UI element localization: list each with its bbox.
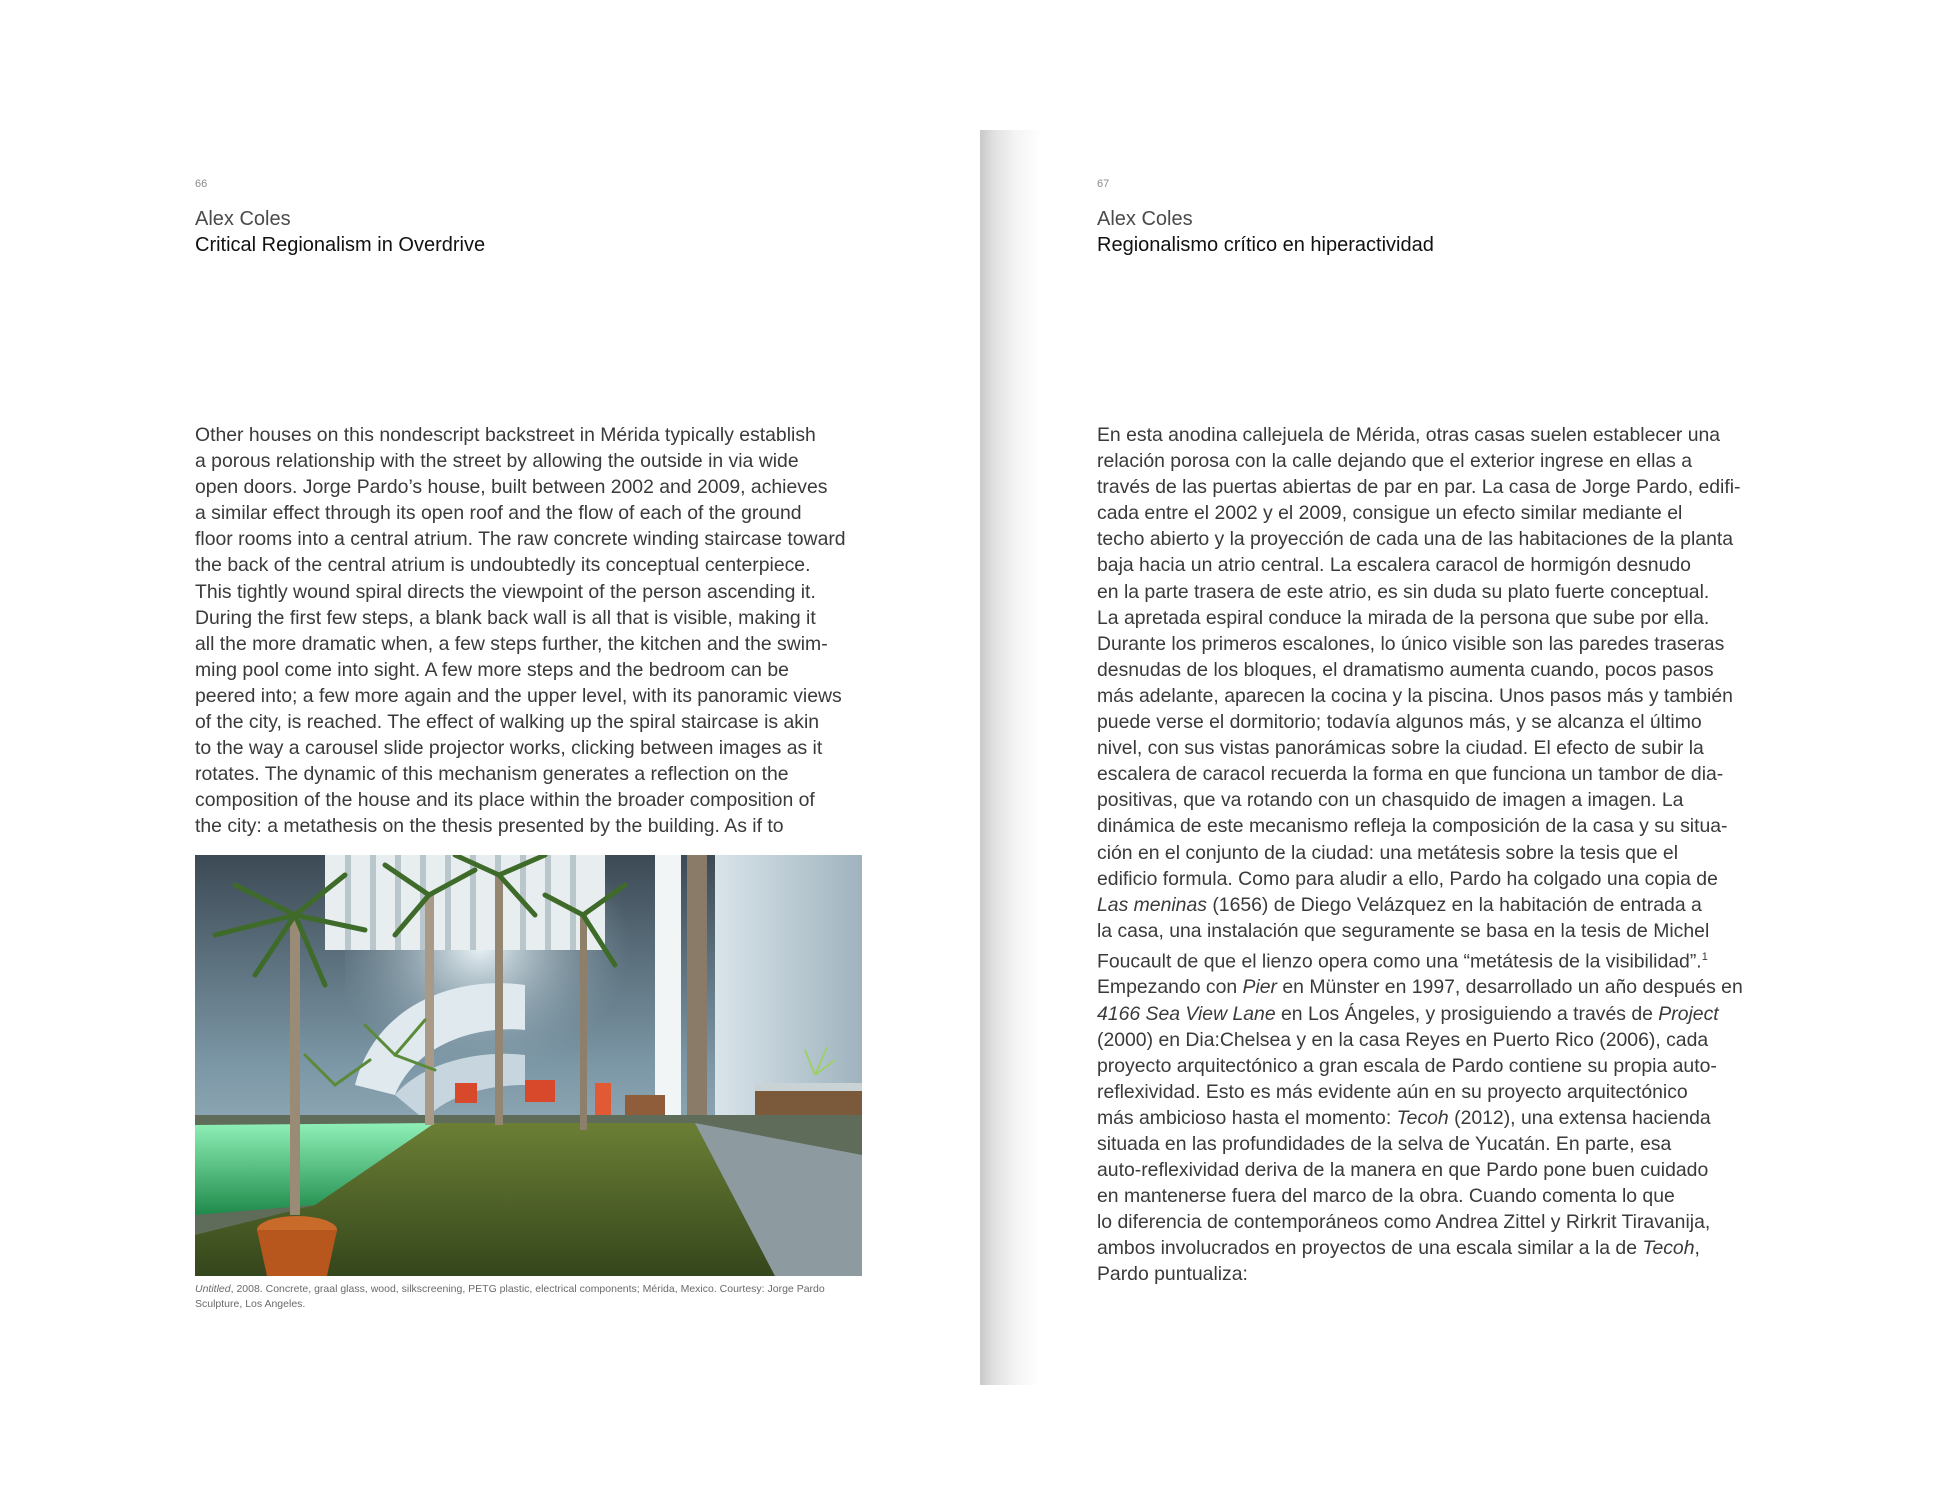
body-line: (2000) en Dia:Chelsea y en la casa Reyes en Puerto Rico (2006), cada xyxy=(1097,1028,1709,1051)
body-line: escalera de caracol recuerda la forma en que funciona un tambor de dia- xyxy=(1097,763,1724,786)
body-line: a similar effect through its open roof and the flow of each of the ground xyxy=(195,502,802,525)
gutter-shadow xyxy=(980,130,1040,1385)
body-line: en mantenerse fuera del marco de la obra. Cuando comenta lo que xyxy=(1097,1185,1675,1208)
body-line: Pardo puntualiza: xyxy=(1097,1263,1248,1286)
right-page xyxy=(980,130,1941,1385)
body-line: all the more dramatic when, a few steps further, the kitchen and the swim- xyxy=(195,632,828,655)
body-line: the back of the central atrium is undoubtedly its conceptual centerpiece. xyxy=(195,554,811,577)
body-line: la casa, una instalación que seguramente se basa en la tesis de Michel xyxy=(1097,919,1710,942)
article-title: Critical Regionalism in Overdrive xyxy=(195,234,486,256)
body-line: Durante los primeros escalones, lo único visible son las paredes traseras xyxy=(1097,632,1725,655)
body-line: floor rooms into a central atrium. The raw concrete winding staircase toward xyxy=(195,528,846,551)
author-name: Alex Coles xyxy=(1097,208,1193,230)
italic-title: Las meninas xyxy=(1097,893,1207,916)
photo-atrium-interior xyxy=(195,855,862,1276)
body-line: positivas, que va rotando con un chasquido de imagen a imagen. La xyxy=(1097,789,1684,812)
body-line: situada en las profundidades de la selva de Yucatán. En parte, esa xyxy=(1097,1133,1672,1155)
caption-details-line2: Sculpture, Los Angeles. xyxy=(195,1298,306,1310)
body-line: rotates. The dynamic of this mechanism generates a reflection on the xyxy=(195,763,789,786)
body-line: puede verse el dormitorio; todavía algunos más, y se alcanza el último xyxy=(1097,711,1702,734)
body-line: open doors. Jorge Pardo’s house, built between 2002 and 2009, achieves xyxy=(195,476,828,499)
body-line: desnudas de los bloques, el dramatismo aumenta cuando, pocos pasos xyxy=(1097,658,1714,681)
body-line: to the way a carousel slide projector works, clicking between images as it xyxy=(195,737,823,760)
italic-title: Pier xyxy=(1242,976,1278,999)
body-line: relación porosa con la calle dejando que el exterior ingrese en ellas a xyxy=(1097,450,1693,473)
caption-artwork-title: Untitled xyxy=(195,1283,231,1295)
italic-title: Tecoh xyxy=(1396,1106,1449,1129)
page-number: 66 xyxy=(195,178,208,190)
body-line: Las meninas (1656) de Diego Velázquez en la habitación de entrada a xyxy=(1097,893,1702,916)
body-line: más adelante, aparecen la cocina y la piscina. Unos pasos más y también xyxy=(1097,684,1733,707)
body-line: En esta anodina callejuela de Mérida, otras casas suelen establecer una xyxy=(1097,424,1721,446)
italic-title: Project xyxy=(1658,1002,1719,1025)
body-line: Other houses on this nondescript backstreet in Mérida typically establish xyxy=(195,424,816,446)
body-line: of the city, is reached. The effect of walking up the spiral staircase is akin xyxy=(195,711,820,734)
body-line: This tightly wound spiral directs the viewpoint of the person ascending it. xyxy=(195,580,816,603)
body-line: cada entre el 2002 y el 2009, consigue un efecto similar mediante el xyxy=(1097,502,1683,525)
body-line: ambos involucrados en proyectos de una escala similar a la de Tecoh, xyxy=(1097,1237,1700,1260)
body-line: techo abierto y la proyección de cada una de las habitaciones de la planta xyxy=(1097,528,1734,551)
body-line: During the first few steps, a blank back wall is all that is visible, making it xyxy=(195,606,816,629)
body-line: en la parte trasera de este atrio, es sin duda su plato fuerte conceptual. xyxy=(1097,580,1710,603)
body-line: dinámica de este mecanismo refleja la composición de la casa y su situa- xyxy=(1097,815,1728,838)
body-line: peered into; a few more again and the upper level, with its panoramic views xyxy=(195,684,842,707)
caption-details: , 2008. Concrete, graal glass, wood, silkscreening, PETG plastic, electrical components; Mérida, Mexico. Courtesy: Jorge Pardo xyxy=(230,1283,825,1295)
body-line: nivel, con sus vistas panorámicas sobre la ciudad. El efecto de subir la xyxy=(1097,737,1704,760)
article-title: Regionalismo crítico en hiperactividad xyxy=(1097,234,1434,256)
body-line: proyecto arquitectónico a gran escala de Pardo contiene su propia auto- xyxy=(1097,1054,1717,1077)
page-number: 67 xyxy=(1097,178,1110,190)
body-line: Foucault de que el lienzo opera como una “metátesis de la visibilidad”.$^1$ xyxy=(1097,950,1708,973)
body-line: través de las puertas abiertas de par en par. La casa de Jorge Pardo, edifi- xyxy=(1097,476,1741,499)
italic-title: 4166 Sea View Lane xyxy=(1097,1002,1276,1025)
body-text-spanish xyxy=(1097,422,1777,1288)
author-name: Alex Coles xyxy=(195,208,291,230)
body-line: auto-reflexividad deriva de la manera en que Pardo pone buen cuidado xyxy=(1097,1159,1709,1182)
italic-title: Tecoh xyxy=(1642,1237,1695,1260)
body-line: Empezando con Pier en Münster en 1997, desarrollado un año después en xyxy=(1097,976,1743,999)
body-line: composition of the house and its place within the broader composition of xyxy=(195,789,815,812)
body-line: lo diferencia de contemporáneos como Andrea Zittel y Rirkrit Tiravanija, xyxy=(1097,1211,1711,1234)
body-line: La apretada espiral conduce la mirada de la persona que sube por ella. xyxy=(1097,606,1710,629)
body-line: the city: a metathesis on the thesis presented by the building. As if to xyxy=(195,815,784,838)
left-page xyxy=(0,130,980,1385)
body-line: 4166 Sea View Lane en Los Ángeles, y prosiguiendo a través de Project xyxy=(1097,1002,1719,1025)
body-text-english xyxy=(195,422,871,840)
footnote-marker[interactable]: 1 xyxy=(1701,950,1708,963)
body-line: más ambicioso hasta el momento: Tecoh (2012), una extensa hacienda xyxy=(1097,1106,1711,1129)
body-line: baja hacia un atrio central. La escalera caracol de hormigón desnudo xyxy=(1097,554,1691,577)
body-line: a porous relationship with the street by allowing the outside in via wide xyxy=(195,450,799,473)
body-line: edificio formula. Como para aludir a ello, Pardo ha colgado una copia de xyxy=(1097,867,1718,890)
body-line: reflexividad. Esto es más evidente aún en su proyecto arquitectónico xyxy=(1097,1080,1688,1103)
body-line: ming pool come into sight. A few more steps and the bedroom can be xyxy=(195,658,789,681)
body-line: ción en el conjunto de la ciudad: una metátesis sobre la tesis que el xyxy=(1097,841,1679,864)
photo-caption xyxy=(195,1282,875,1312)
